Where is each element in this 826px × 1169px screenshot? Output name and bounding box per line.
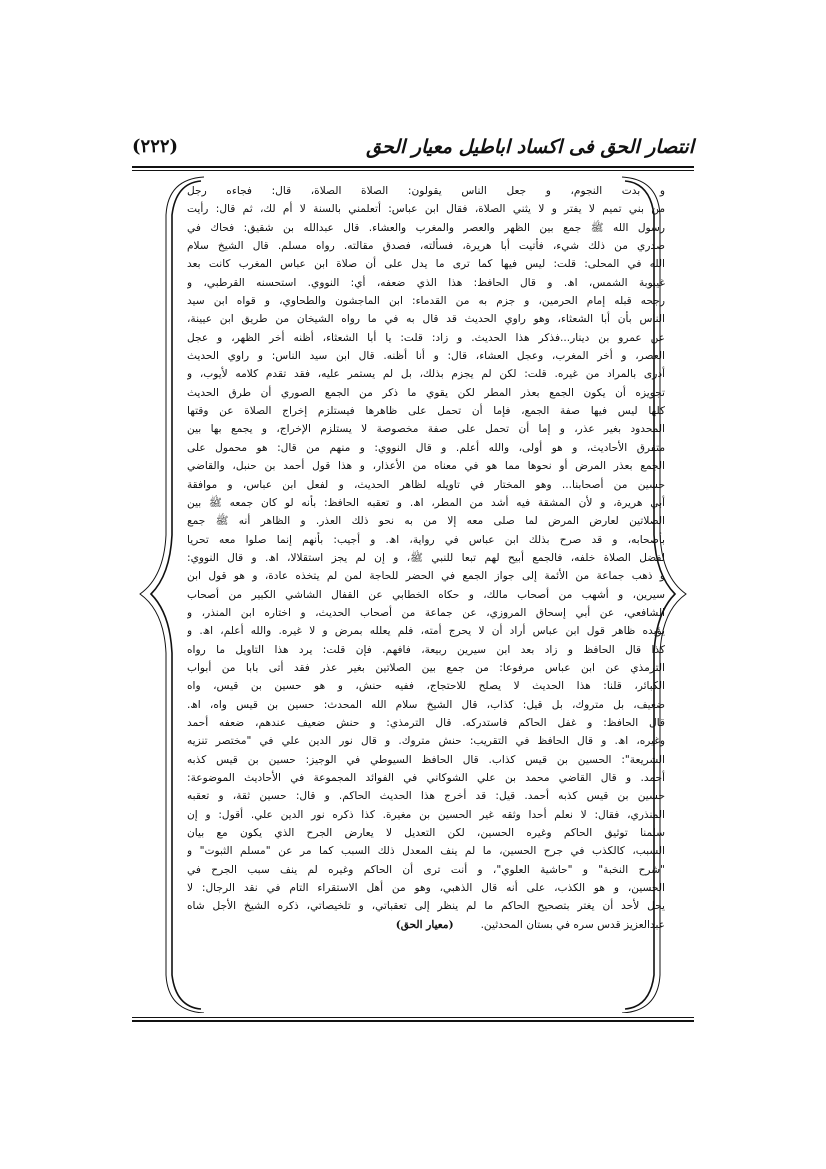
- text-line: سلمنا توثيق الحاكم وغيره الحسين، لكن التعديل لا يعارض الجرح الذي يكون مع بيان: [187, 827, 665, 840]
- text-line: سيرين، و أشهب من أصحاب مالك، و حكاه الخطابي عن القفال الشاشي الكبير من أصحاب: [187, 588, 665, 601]
- text-line: تجويزه أن يكون الجمع بعذر المطر لكن يقوي ما ذكر من الجمع الصوري أن طرق الحديث: [187, 386, 665, 399]
- text-line: أدرى بالمراد من غيره. قلت: لكن لم يجزم بذلك، بل لم يستمر عليه، فقد تقدم كلامه لأيوب، و: [187, 368, 665, 381]
- text-line: العصر، و أخر المغرب، وعجل العشاء، قال: و أنا أظنه. قال ابن سيد الناس: و راوي الحديث: [187, 350, 665, 363]
- footer-rule-thick: [132, 1020, 694, 1022]
- text-line: المحدود بغير عذر، و إما أن تحمل على صفة مخصوصة لا يستلزم الإخراج، و يجمع بها بين: [187, 423, 665, 436]
- text-line: الجمع بعذر المرض أو نحوها مما هو في معناه من الأعذار، و هذا قول أحمد بن حنبل، والقاضي: [187, 460, 665, 473]
- page-number: (٢٢٢): [132, 136, 179, 157]
- text-line: وغيره، اھ. و قال الحافظ في التقريب: حنش متروك. و قال نور الدين علي في "مختصر تنزيه: [187, 735, 665, 748]
- text-line: الشريعة": الحسين بن قيس كذاب. قال الحافظ السيوطي في الوجيز: حسين بن قيس كذبه: [187, 753, 665, 766]
- text-line: الترمذي عن ابن عباس مرفوعا: من جمع بين الصلاتين بغير عذر فقد أتى بابا من أبواب: [187, 661, 665, 674]
- text-line: يؤيده ظاهر قول ابن عباس أراد أن لا يحرج أمته، فلم يعلله بمرض و لا غيره. والله أعلم، اھ. و: [187, 625, 665, 638]
- text-line: الناس بأن أبا الشعثاء، وهو راوي الحديث قد قال به في ما رواه الشيخان من طريق ابن عيينة،: [187, 313, 665, 326]
- text-line: حسين بن قيس كذبه أحمد. قيل: قد أخرج هذا الحديث الحاكم. و قال: حسين ثقة، و تعقبه: [187, 790, 665, 803]
- text-line: صدري من ذلك شيء، فأتيت أبا هريرة، فسألته، فصدق مقالته. رواه مسلم. قال الشيخ سلام: [187, 240, 665, 253]
- footer-rule-thin: [132, 1017, 694, 1018]
- text-line: ضعيف، بل متروك، بل قيل: كذاب، قال الشيخ سلام الله المحدث: حسين بن قيس واه، اھ.: [187, 698, 665, 711]
- text-line: رجحه قبله إمام الحرمين، و جزم به من القدماء: ابن الماجشون والطحاوي، و قواه ابن سيد: [187, 295, 665, 308]
- text-line: لفضل الصلاة خلفه، فالجمع أبيح لهم تبعا للنبي ﷺ، و إن لم يجز استقلالا، اھ. و قال النووي:: [187, 551, 665, 564]
- text-line: أبي هريرة، و لأن المشقة فيه أشد من المطر، اھ. و تعقبه الحافظ: بأنه لو كان جمعه ﷺ بين: [187, 496, 665, 509]
- text-line: أحمد. و قال القاضي محمد بن علي الشوكاني في الفوائد المجموعة في الأحاديث الموضوعة:: [187, 772, 665, 784]
- main-text-block: [187, 182, 665, 992]
- page-header: [132, 134, 694, 164]
- header-rule-thin: [132, 170, 694, 171]
- closing-text: عبدالعزيز قدس سره في بستان المحدثين.: [480, 918, 665, 931]
- text-line: الحسين، و هو الكذب، على أنه قال الذهبي، وهو من أهل الاستقراء التام في نقد الرجال: لا: [187, 882, 665, 895]
- text-line: كذا قال الحافظ و زاد بعد ابن سيرين ربيعة، فافهم. فإن قلت: يرد هذا التاويل ما رواه: [187, 643, 665, 656]
- text-line: رسول الله ﷺ جمع بين الظهر والعصر والمغرب والعشاء. قال عبدالله بن شقيق: فحاك في: [187, 221, 665, 234]
- text-line: متفرق الأحاديث، و هو أولى، والله أعلم. و قال النووي: و منهم من قال: هو محمول على: [187, 441, 665, 454]
- text-line: الكبائر، قلنا: هذا الحديث لا يصلح للاحتجاج، ففيه حنش، و هو حسين بن قيس، واه: [187, 680, 665, 693]
- text-line: يحل لأحد أن يغتر بتصحيح الحاكم ما لم ينظر إلى تعقباتي، و تلخيصاتي، ذكره الشيخ الأجل شاه: [187, 900, 665, 913]
- text-line: حسين من أصحابنا... وهو المختار في تاويله لظاهر الحديث، و لفعل ابن عباس، و موافقة: [187, 478, 665, 491]
- text-line: و ذهب جماعة من الأئمة إلى جواز الجمع في الحضر للحاجة لمن لم يتخذه عادة، و هو قول ابن: [187, 570, 665, 583]
- book-title: انتصار الحق فی اکساد اباطیل معیار الحق: [366, 136, 694, 158]
- text-line: الله في المحلى: قلت: ليس فيها كما ترى ما يدل على أن صلاة ابن عباس المغرب كانت بعد: [187, 258, 665, 271]
- text-line: السبب، كالكذب في جرح الحسين، ما لم ينف المعدل ذلك السبب كما مر عن "مسلم الثبوت" و: [187, 845, 665, 858]
- text-line: [187, 916, 665, 934]
- text-line: الشافعي، عن أبي إسحاق المروزي، عن جماعة من أصحاب الحديث، و اختاره ابن المنذر، و: [187, 606, 665, 619]
- text-line: من بني تميم لا يفتر و لا يثني الصلاة، فقال ابن عباس: أتعلمني بالسنة لا أم لك، ثم قال: رأيت: [187, 203, 665, 216]
- text-line: عن عمرو بن دينار...فذكر هذا الحديث. و زاد: قلت: يا أبا الشعثاء، أظنه أخر الظهر، و عجل: [187, 331, 665, 344]
- text-line: كلها ليس فيها صفة الجمع، فإما أن تحمل على ظاهرها فيستلزم إخراج الصلاة عن وقتها: [187, 405, 665, 418]
- text-line: قال الحافظ: و غفل الحاكم فاستدركه. قال الترمذي: و حنش ضعيف عندهم، ضعفه أحمد: [187, 716, 665, 729]
- text-line: الصلاتين لعارض المرض لما صلى معه إلا من به نحو ذلك العذر. و الظاهر أنه ﷺ جمع: [187, 515, 665, 528]
- text-line: و بدت النجوم، و جعل الناس يقولون: الصلاة الصلاة، قال: فجاءه رجل: [187, 185, 665, 197]
- text-line: "شرح النخبة" و "حاشية العلوي"، و أنت ترى أن الحاكم وغيره لم ينف سبب الجرح في: [187, 863, 665, 876]
- text-line: المنذري، فقال: لا نعلم أحدا وثقه غير الحسين بن مغيرة. كذا ذكره نور الدين علي. أقول: و إن: [187, 808, 665, 821]
- text-line: بأصحابه، و قد صرح بذلك ابن عباس في رواية، اھ. و أجيب: بأنهم إنما صلوا معه تحريا: [187, 533, 665, 546]
- header-rule-thick: [132, 166, 694, 168]
- text-line: غيبوبة الشمس، اھ. و قال الحافظ: هذا الذي ضعفه، أي: النووي. استحسنه القرطبي، و: [187, 276, 665, 289]
- signature: (معیار الحق): [395, 918, 454, 931]
